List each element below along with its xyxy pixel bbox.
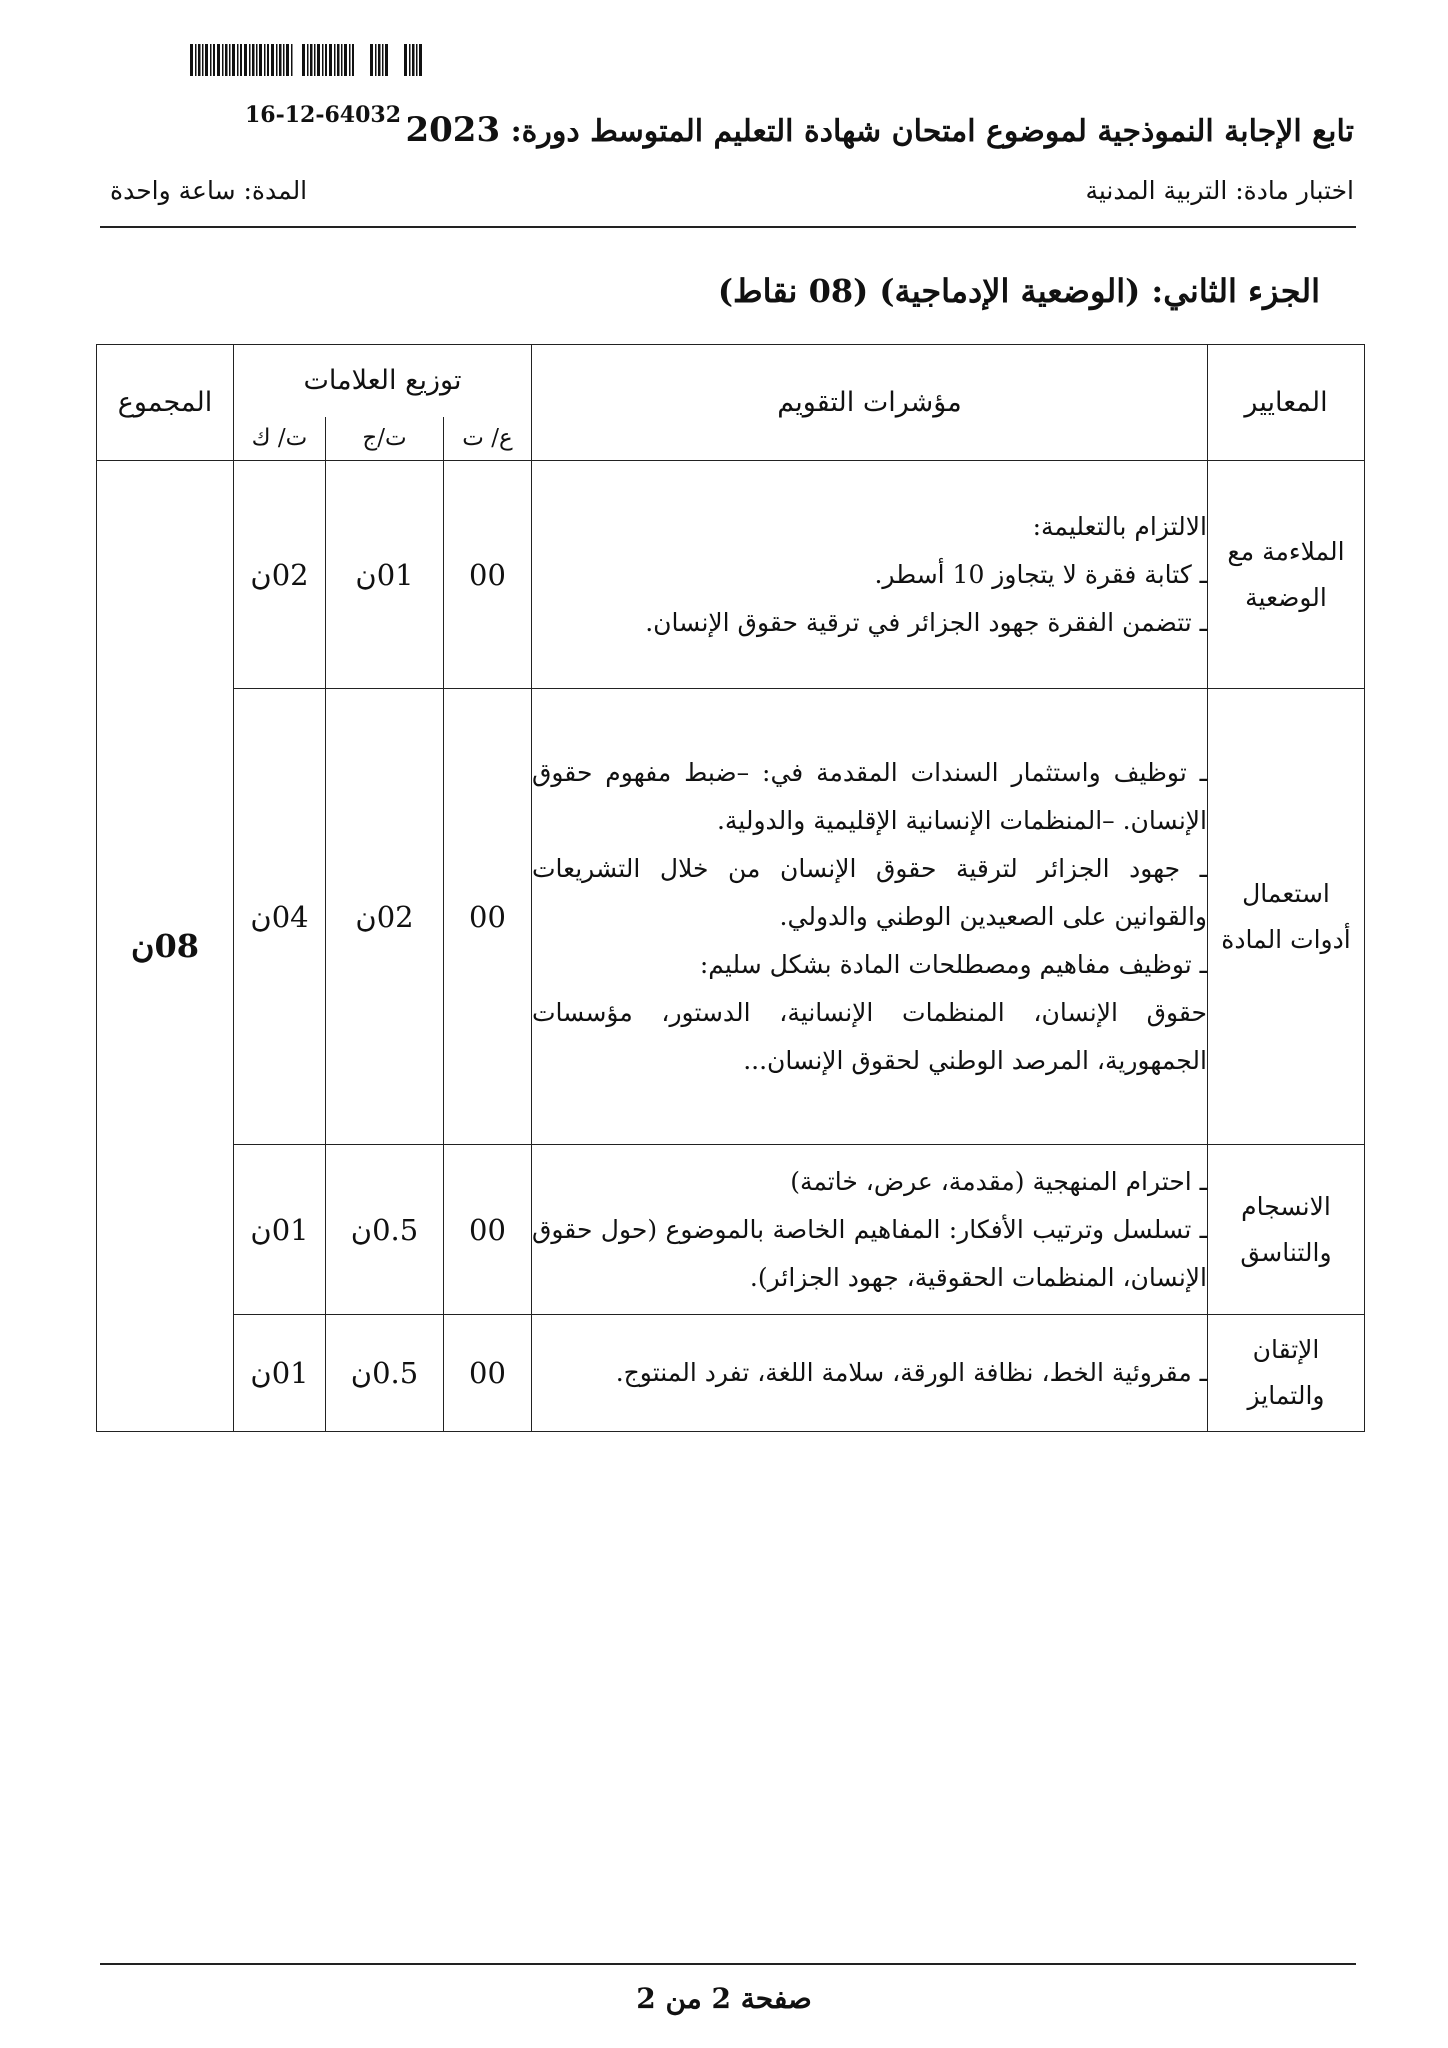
mark-et: 00 <box>444 1145 532 1315</box>
indicators-cell <box>532 689 1208 1145</box>
criteria-line: والتمايز <box>1247 1381 1325 1410</box>
page-number: صفحة 2 من 2 <box>636 1982 812 2015</box>
indicator-line: ـ مقروئية الخط، نظافة الورقة، سلامة اللغة، تفرد المنتوج. <box>615 1358 1207 1387</box>
indicators-cell <box>532 1145 1208 1315</box>
header-indicators: مؤشرات التقويم <box>532 345 1208 461</box>
table-row <box>97 461 1365 689</box>
indicator-line: الالتزام بالتعليمة: <box>1032 511 1207 541</box>
footer-divider <box>100 1963 1356 1965</box>
indicator-line: ـ توظيف واستثمار السندات المقدمة في: –ضبط مفهوم حقوق الإنسان. –المنظمات الإنسانية الإقليمية والدولية. <box>532 757 1207 835</box>
indicator-line: ـ جهود الجزائر لترقية حقوق الإنسان من خلال التشريعات والقوانين على الصعيدين الوطني والدولي. <box>532 853 1207 931</box>
indicator-line: ـ تسلسل وترتيب الأفكار: المفاهيم الخاصة بالموضوع (حول حقوق الإنسان، المنظمات الحقوقية، جهود الجزائر). <box>532 1214 1207 1292</box>
total-value: 08ن <box>97 461 234 1432</box>
mark-tk: 01ن <box>234 1315 326 1432</box>
indicators-cell <box>532 1315 1208 1432</box>
criteria-cell <box>1208 689 1365 1145</box>
criteria-line: والتناسق <box>1240 1237 1332 1267</box>
mark-tk: 01ن <box>234 1145 326 1315</box>
table-row <box>97 1145 1365 1315</box>
criteria-line: استعمال <box>1242 878 1330 908</box>
mark-tk: 02ن <box>234 461 326 689</box>
exam-title <box>405 110 1354 150</box>
criteria-line: الملاءمة مع <box>1227 536 1345 566</box>
header-divider <box>100 226 1356 228</box>
header-marks-distribution: توزيع العلامات <box>234 345 532 417</box>
exam-year: 2023 <box>405 110 501 150</box>
barcode-graphic <box>190 44 450 76</box>
table-row <box>97 1315 1365 1432</box>
indicator-line: ـ كتابة فقرة لا يتجاوز 10 أسطر. <box>874 559 1207 589</box>
exam-subject: اختبار مادة: التربية المدنية <box>1085 176 1354 205</box>
section-title: الجزء الثاني: (الوضعية الإدماجية) (08 نقاط) <box>717 272 1320 310</box>
header-sub-et: ع/ ت <box>444 417 532 461</box>
header-total: المجموع <box>97 345 234 461</box>
header-sub-tj: ت/ج <box>326 417 444 461</box>
header-criteria: المعايير <box>1208 345 1365 461</box>
grading-table <box>96 344 1365 1432</box>
mark-et: 00 <box>444 689 532 1145</box>
criteria-line: الإتقان <box>1252 1335 1320 1364</box>
criteria-cell <box>1208 461 1365 689</box>
criteria-line: الوضعية <box>1245 582 1327 612</box>
indicator-line: حقوق الإنسان، المنظمات الإنسانية، الدستور، مؤسسات الجمهورية، المرصد الوطني لحقوق الإنسان... <box>532 997 1207 1075</box>
exam-title-text: تابع الإجابة النموذجية لموضوع امتحان شهادة التعليم المتوسط دورة: <box>510 114 1354 149</box>
mark-tj: 01ن <box>326 461 444 689</box>
indicator-line: ـ تتضمن الفقرة جهود الجزائر في ترقية حقوق الإنسان. <box>645 607 1207 637</box>
mark-et: 00 <box>444 1315 532 1432</box>
indicator-line: ـ احترام المنهجية (مقدمة، عرض، خاتمة) <box>790 1166 1207 1196</box>
indicator-line: ـ توظيف مفاهيم ومصطلحات المادة بشكل سليم: <box>699 949 1207 979</box>
exam-duration: المدة: ساعة واحدة <box>110 176 308 205</box>
criteria-cell <box>1208 1145 1365 1315</box>
mark-tj: 0.5ن <box>326 1145 444 1315</box>
criteria-line: الانسجام <box>1241 1191 1331 1221</box>
document-id: 16-12-64032 <box>245 102 402 128</box>
header-sub-tk: ت/ ك <box>234 417 326 461</box>
mark-tj: 02ن <box>326 689 444 1145</box>
mark-tj: 0.5ن <box>326 1315 444 1432</box>
criteria-cell <box>1208 1315 1365 1432</box>
indicators-cell <box>532 461 1208 689</box>
mark-tk: 04ن <box>234 689 326 1145</box>
criteria-line: أدوات المادة <box>1221 924 1351 954</box>
mark-et: 00 <box>444 461 532 689</box>
table-row <box>97 689 1365 1145</box>
